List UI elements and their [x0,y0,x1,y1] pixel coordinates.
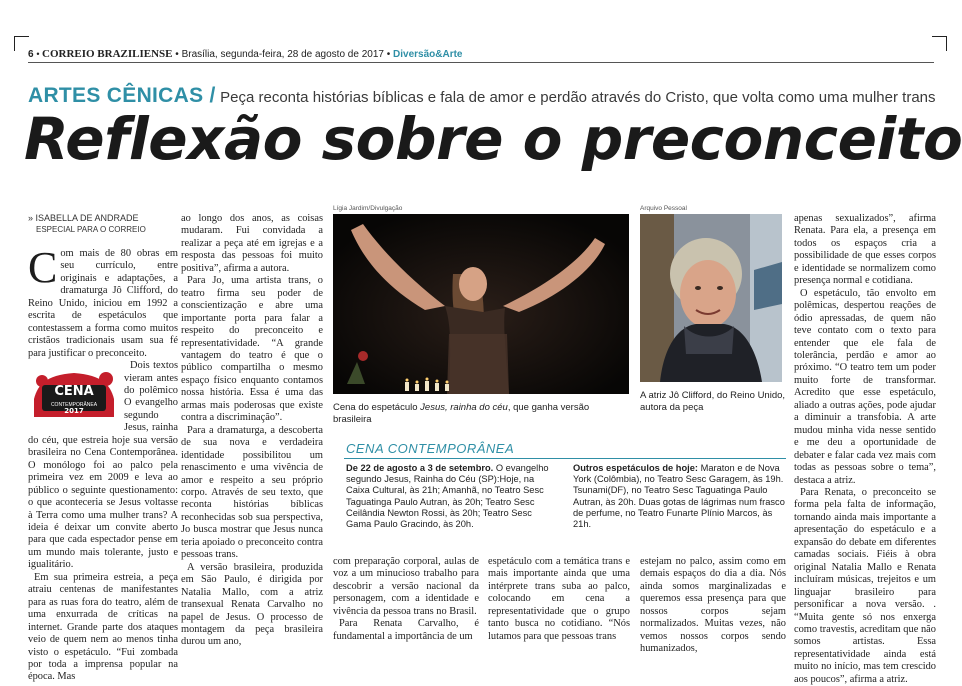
info-box-others: Maraton e de Nova York (Colômbia), no Teatro Sesc Garagem, às 19h. Tsunami(DF), no Teatro Sesc Taguatinga Paulo Autran, às 20h. Duas gotas de lágrimas num frasco de perfume, no Teatro Funarte Plínio Marcos, às 21h. [573,463,785,530]
paragraph: estejam no palco, assim como em demais espaços do dia a dia. Nós ainda somos marginalizadas e queremos essa presença para que nossos corpos sejam normalizados. Muitas vezes, não vemos nossos corpos sendo humanizados, [640,556,786,655]
crop-mark-top-left [14,36,29,51]
paragraph: Em sua primeira estreia, a peça atraiu centenas de manifestantes para as ruas fora do teatro, além de uma enxurrada de críticas na internet. Grande parte dos ataques veio de quem nem ao menos tinha visto o espetáculo. “Fui zombada por toda a imprensa popular na época. Mas [28,571,178,683]
crop-mark-top-right [932,36,947,51]
header-rule [28,62,934,63]
byline [28,213,178,235]
article-column-3a [333,556,479,648]
paragraph: ao longo dos anos, as coisas mudaram. Fui convidada a realizar a peça até em igrejas e a resposta das pessoas foi muito positiva”, afirma a autora. [181,213,323,274]
logo-subtitle: CONTEMPORÂNEA [50,402,98,409]
paragraph: Com mais de 80 obras em seu currículo, entre originais e adaptações, a dramaturga Jô Clifford, do Reino Unido, iniciou em 1992 a escrita de espetáculos que contestassem a forma como muitos cristãos tradicionais usam sua fé para justificar o preconceito. [28,243,178,359]
cena-logo [28,363,120,423]
paragraph: A versão brasileira, produzida em São Paulo, é dirigida por Natalia Mallo, com a atriz transexual Renata Carvalho no papel de Jesus. O processo de montagem da peça brasileira durou um ano, [181,561,323,648]
photo-credit-1: Lígia Jardim/Divulgação [333,205,403,212]
paragraph: Dois textos vieram antes do polêmico O evangelho segundo Jesus, rainha do céu, que estreia hoje sua versão brasileira no Cena Contemporânea. O monólogo foi ao palco pela primeira vez em 2009 e leva ao público o seguinte questionamento: o que aconteceria se Jesus voltasse à Terra como uma mulher trans? A ideia é deixar um convite aberto para que cada espectador pense em um mundo mais tolerante, justo e igualitário. [28,360,178,571]
newspaper-name: CORREIO BRAZILIENSE [42,48,173,60]
article-column-3c [640,556,786,655]
drop-cap: C [28,243,58,292]
article-column-2 [181,213,323,646]
logo-title: CENA [54,384,94,400]
info-box-right [573,463,785,530]
kicker-subtitle: Peça reconta histórias bíblicas e fala de amor e perdão através do Cristo, que volta como uma mulher trans [220,89,936,106]
photo-caption-1: Cena do espetáculo Jesus, rainha do céu, que ganha versão brasileira [333,402,590,425]
stage-photo [333,214,629,394]
page-number: 6 [28,49,34,60]
byline-author: » ISABELLA DE ANDRADE [28,213,139,223]
photo-caption-2: A atriz Jô Clifford, do Reino Unido, autora da peça [640,390,786,413]
portrait-photo [640,214,782,382]
stage-photo-image [333,214,629,394]
date-line: Brasília, segunda-feira, 28 de agosto de 2017 [181,49,384,60]
paragraph: com preparação corporal, aulas de voz a um minucioso trabalho para descobrir a versão nacional da personagem, com a identidade e vivência da pessoa trans no Brasil. [333,556,479,617]
paragraph: Para Jo, uma artista trans, o teatro firma seu poder de conscientização e abre uma importante porta para falar a respeito do preconceito e representatividade. “A grande vantagem do teatro é que o público compartilha o mesmo espaço físico enquanto contamos nossa história. Essa é uma das armas mais poderosas que existe contra a discriminação”. [181,275,323,424]
info-box-title: CENA CONTEMPORÂNEA [346,441,515,456]
paragraph: Para Renata Carvalho, é fundamental a importância de um [333,618,479,642]
info-box-schedule: O evangelho segundo Jesus, Rainha do Céu (SP):Hoje, na Caixa Cultural, às 21h; Amanhã, no Teatro Sesc Taguatinga Paulo Autran, às 20h; Teatro Sesc Ceilândia Newton Rossi, às 20h; Teatro Sesc Gama Paulo Gracindo, às 20h. [346,463,549,530]
kicker-section: ARTES CÊNICAS / [28,84,216,107]
paragraph: espetáculo com a temática trans e mais importante ainda que uma intérprete trans suba ao palco, colocando em cena a representatividade que o grupo tanto busca no cotidiano. “Nós lutamos para que pessoas trans [488,556,630,642]
byline-role: ESPECIAL PARA O CORREIO [36,225,146,234]
info-box-rule [344,458,786,459]
paragraph: Para Renata, o preconceito se forma pela falta de informação, tornando ainda mais importante a apresentação do espetáculo e a expansão do debate em diferentes camadas sociais. Fiéis à obra original Natalia Mallo e Renata incluíram músicas, trejeitos e um linguajar brasileiro para personificar a nova versão. . “Muita gente só nos enxerga como travestis, acreditam que não somos artistas. Essa representatividade ainda está muito no início, mas tem crescido aos poucos”, afirma a atriz. [794,486,936,685]
caption-play-title: Jesus, rainha do céu [420,402,508,413]
logo-year: 2017 [64,407,84,416]
page-header: 6 • CORREIO BRAZILIENSE • Brasília, segunda-feira, 28 de agosto de 2017 • Diversão&Arte [28,48,463,60]
headline: Reflexão sobre o preconceito [24,105,962,173]
article-column-1 [28,243,178,683]
article-column-5 [794,213,936,685]
paragraph: Para a dramaturga, a descoberta de sua nova e verdadeira identidade possibilitou um renascimento e uma vivência de amor e respeito a seu próprio corpo. Através de seu texto, que reconta histórias bíblicas reconhecidas sob sua perspectiva, Jo busca mostrar que Jesus nunca teria apoiado o preconceito contra pessoas trans. [181,424,323,561]
photo-credit-2: Arquivo Pessoal [640,205,687,212]
info-box-dates: De 22 de agosto a 3 de setembro. [346,463,494,473]
section-name: Diversão&Arte [393,49,463,60]
paragraph: O espetáculo, tão envolto em polêmicas, despertou reações de ódio apressadas, de quem não teve contato com o texto para entender que ele fala de tolerância, perdão e amor ao próximo. “O teatro tem um poder muito forte de transformar. Acredito que esse espetáculo, aliado a outras ações, pode ajudar a diminuir a transfobia. A arte mudou minha vida nesse sentido e me deu a oportunidade de debater e falar cada vez mais com todas as pessoas sobre o tema”, destaca a atriz. [794,287,936,486]
portrait-photo-image [640,214,782,382]
paragraph: apenas sexualizados”, afirma Renata. Para ela, a presença em todos os espaços cria a possibilidade de que esses corpos e identidade se normalizem como presença normal e cotidiana. [794,213,936,287]
info-box-left [346,463,558,530]
info-box-others-label: Outros espetáculos de hoje: [573,463,699,473]
article-column-3b [488,556,630,648]
